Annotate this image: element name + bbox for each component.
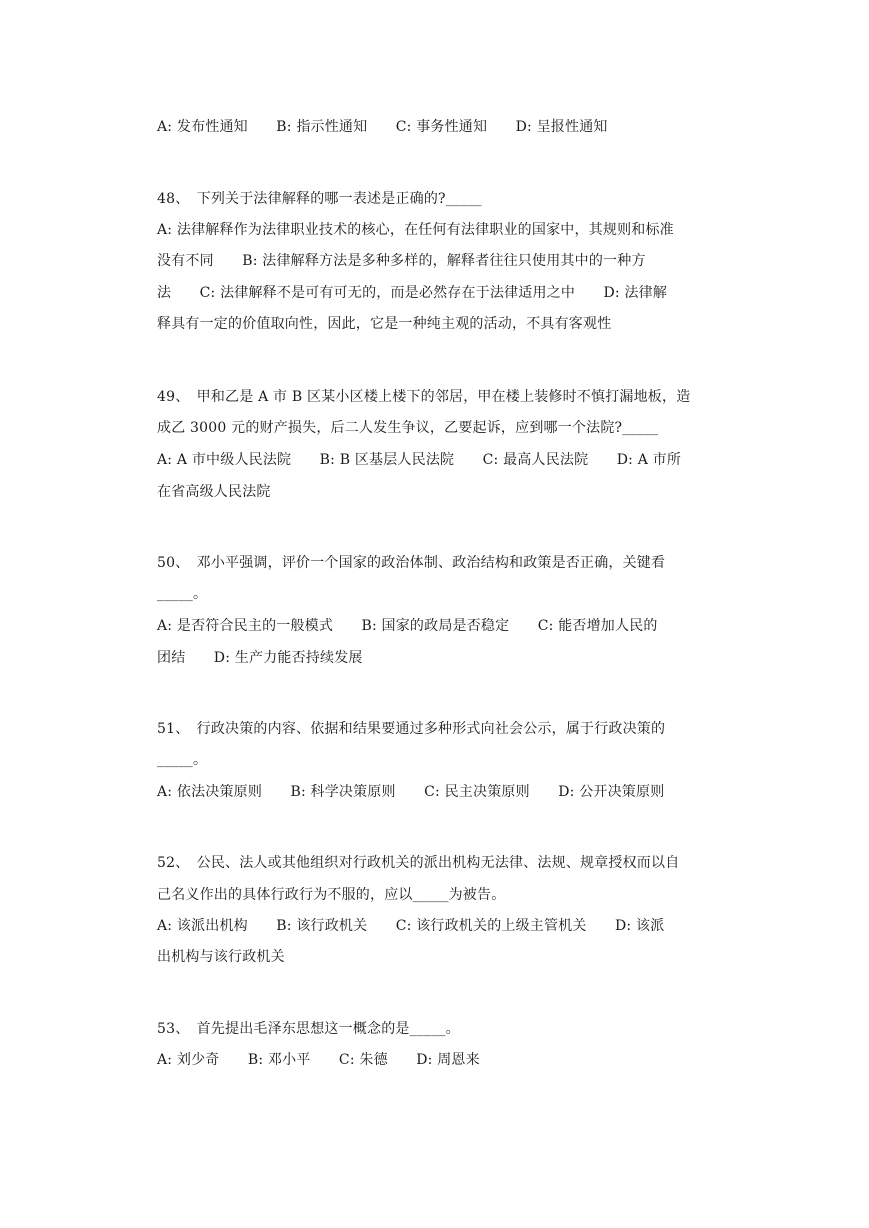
q52-question-line-1: 52、 公民、法人或其他组织对行政机关的派出机构无法律、法规、规章授权而以自 [157, 855, 680, 871]
q49-options-line-2: 在省高级人民法院 [157, 484, 271, 500]
q49-question-line-2: 成乙 3000 元的财产损失，后二人发生争议，乙要起诉，应到哪一个法院?_____ [157, 420, 659, 436]
q48-options-line-4: 释具有一定的价值取向性，因此，它是一种纯主观的活动，不具有客观性 [157, 316, 612, 332]
q49-question-line-1: 49、 甲和乙是 A 市 B 区某小区楼上楼下的邻居，甲在楼上装修时不慎打漏地板，造 [157, 389, 691, 405]
q50-question-line-2: _____。 [157, 586, 208, 602]
q49-options-line-1: A: A 市中级人民法院 B: B 区基层人民法院 C: 最高人民法院 D: A 市所 [157, 452, 682, 468]
q50-options-line-1: A: 是否符合民主的一般模式 B: 国家的政局是否稳定 C: 能否增加人民的 [157, 618, 658, 634]
q52-options-line-2: 出机构与该行政机关 [157, 949, 285, 965]
q51-options: A: 依法决策原则 B: 科学决策原则 C: 民主决策原则 D: 公开决策原则 [157, 784, 665, 800]
q53-options: A: 刘少奇 B: 邓小平 C: 朱德 D: 周恩来 [157, 1052, 480, 1068]
q51-question-line-2: _____。 [157, 752, 208, 768]
q52-options-line-1: A: 该派出机构 B: 该行政机关 C: 该行政机关的上级主管机关 D: 该派 [157, 918, 665, 934]
q51-question-line-1: 51、 行政决策的内容、依据和结果要通过多种形式向社会公示，属于行政决策的 [157, 721, 666, 737]
q47-options: A: 发布性通知 B: 指示性通知 C: 事务性通知 D: 呈报性通知 [157, 119, 608, 135]
q48-options-line-2: 没有不同 B: 法律解释方法是多种多样的，解释者往往只使用其中的一种方 [157, 253, 646, 269]
q48-options-line-3: 法 C: 法律解释不是可有可无的，而是必然存在于法律适用之中 D: 法律解 [157, 285, 668, 301]
q50-question-line-1: 50、 邓小平强调，评价一个国家的政治体制、政治结构和政策是否正确，关键看 [157, 555, 666, 571]
q50-options-line-2: 团结 D: 生产力能否持续发展 [157, 650, 363, 666]
q52-question-line-2: 己名义作出的具体行政行为不服的，应以_____为被告。 [157, 887, 506, 903]
q53-question: 53、 首先提出毛泽东思想这一概念的是_____。 [157, 1021, 460, 1037]
q48-options-line-1: A: 法律解释作为法律职业技术的核心，在任何有法律职业的国家中，其规则和标准 [157, 222, 674, 238]
q48-question: 48、 下列关于法律解释的哪一表述是正确的?_____ [157, 191, 482, 207]
